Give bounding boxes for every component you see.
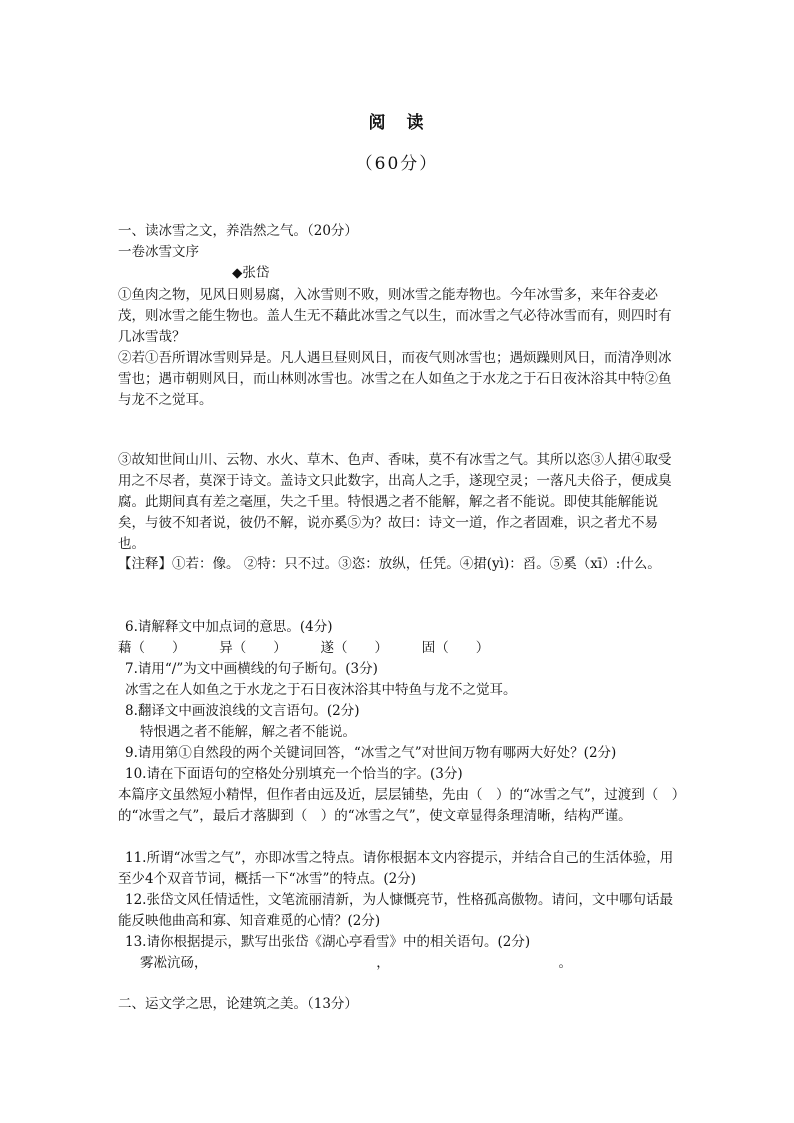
question-9: 9.请用第①自然段的两个关键词回答，“冰雪之气”对世间万物有哪两大好处？(2分) bbox=[125, 745, 617, 761]
question-7-text: 冰雪之在人如鱼之于水龙之于石日夜沐浴其中特鱼与龙不之觉耳。 bbox=[125, 682, 517, 698]
question-12: 12.张岱文风任情适性，文笔流丽清新，为人慷慨亮节，性格孤高傲物。请问，文中哪句话最能反映他曲高和寡、知音难觅的心情？(2分) bbox=[118, 892, 673, 929]
paragraph-1: ①鱼肉之物，见风日则易腐，入冰雪则不败，则冰雪之能寿物也。今年冰雪多，来年谷麦必茂，则冰雪之能生物也。盖人生无不藉此冰雪之气以生，而冰雪之气必待冰雪而有，则四时有几冰雪哉？ bbox=[118, 287, 672, 345]
question-13: 13.请你根据提示，默写出张岱《湖心亭看雪》中的相关语句。(2分) bbox=[125, 934, 531, 950]
question-6-blanks: 藉（ ） 异（ ） 遂（ ） 固（ ） bbox=[118, 640, 490, 656]
author-line: ◆张岱 bbox=[232, 265, 270, 281]
question-13-text: 雾凇沆砀， ， 。 bbox=[140, 955, 572, 971]
work-title: 一卷冰雪文序 bbox=[118, 244, 199, 260]
section2-heading: 二、运文学之思，论建筑之美。（13分） bbox=[118, 996, 358, 1012]
notes: 【注释】①若：像。 ②特：只不过。③恣：放纵，任凭。④捃(yì)：舀。⑤奚（xī）:什么。 bbox=[118, 556, 661, 572]
page-title: 阅 读 bbox=[368, 113, 426, 133]
page-score: （60分） bbox=[355, 154, 439, 174]
question-10: 10.请在下面语句的空格处分别填充一个恰当的字。(3分) bbox=[125, 766, 463, 782]
paragraph-3: ③故知世间山川、云物、水火、草木、色声、香味，莫不有冰雪之气。其所以恣③人捃④取受用之不尽者，莫深于诗文。盖诗文只此数字，出高人之手，遂现空灵；一落凡夫俗子，便成臭腐。此期间真有差之毫厘，失之千里。特恨遇之者不能解，解之者不能说。即使其能解能说矣，与彼不知者说，彼仍不解，说亦奚⑤为？故曰：诗文一道，作之者固难，识之者尤不易也。 bbox=[118, 452, 672, 552]
question-8: 8.翻译文中画波浪线的文言语句。(2分) bbox=[125, 703, 360, 719]
section1-heading: 一、读冰雪之文，养浩然之气。（20分） bbox=[118, 223, 358, 239]
question-10-text: 本篇序文虽然短小精悍，但作者由远及近，层层铺垫，先由（ ）的“冰雪之气”，过渡到（ ）的“冰雪之气”，最后才落脚到（ ）的“冰雪之气”，使文章显得条理清晰，结构严谨。 bbox=[118, 787, 679, 824]
question-6: 6.请解释文中加点词的意思。(4分) bbox=[125, 619, 333, 635]
question-11: 11.所谓“冰雪之气”，亦即冰雪之特点。请你根据本文内容提示，并结合自己的生活体验，用至少4个双音节词，概括一下“冰雪”的特点。(2分) bbox=[118, 850, 674, 887]
question-7: 7.请用“/”为文中画横线的句子断句。(3分) bbox=[125, 661, 378, 677]
question-8-text: 特恨遇之者不能解，解之者不能说。 bbox=[140, 724, 356, 740]
paragraph-2: ②若①吾所谓冰雪则异是。凡人遇旦昼则风日，而夜气则冰雪也；遇烦躁则风日，而清净则冰雪也；遇市朝则风日，而山林则冰雪也。冰雪之在人如鱼之于水龙之于石日夜沐浴其中特②鱼与龙不之觉耳。 bbox=[118, 350, 672, 408]
